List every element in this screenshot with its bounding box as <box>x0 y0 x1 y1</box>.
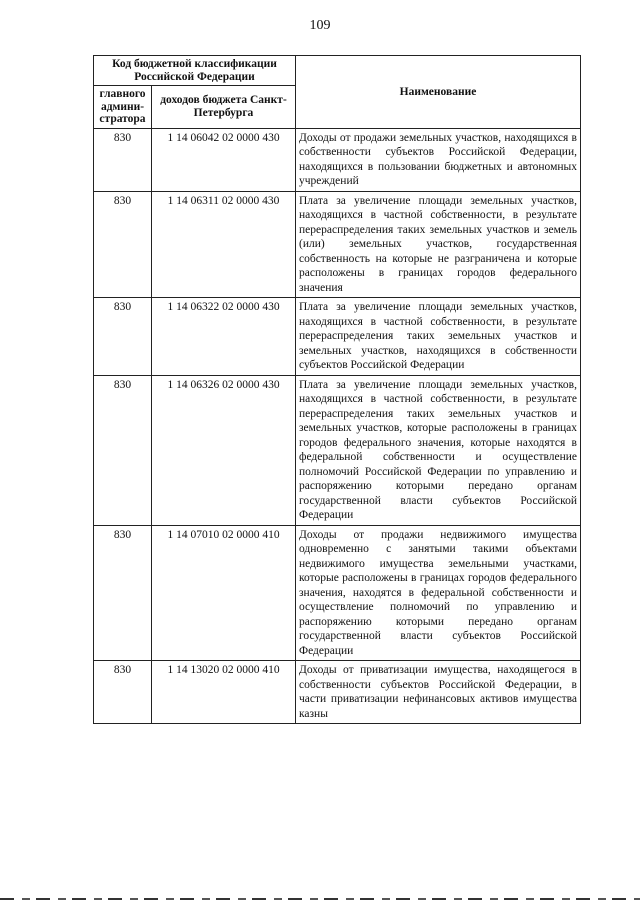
page-number: 109 <box>309 18 331 33</box>
income-name-cell: Плата за увеличение площади земельных участков, находящихся в частной собственности, в результате перераспределения таких земельных участков и земельных участков, находящихся в собственности субъектов Российской Федерации <box>296 298 581 376</box>
income-code-cell: 1 14 07010 02 0000 410 <box>152 525 296 661</box>
income-code-cell: 1 14 06326 02 0000 430 <box>152 375 296 525</box>
income-code-cell: 1 14 06322 02 0000 430 <box>152 298 296 376</box>
admin-code-cell: 830 <box>94 298 152 376</box>
income-code-cell: 1 14 13020 02 0000 410 <box>152 661 296 724</box>
income-code-cell: 1 14 06311 02 0000 430 <box>152 191 296 298</box>
budget-classification-table <box>93 55 581 724</box>
table-row <box>94 525 581 661</box>
header-budget-income: доходов бюджета Санкт-Петербурга <box>152 86 296 129</box>
income-name-cell: Плата за увеличение площади земельных участков, находящихся в частной собственности, в результате перераспределения таких земельных участков и земель (или) земельных участков, государственная собственность на которые не разграничена и которые расположены в границах городов федерального значения <box>296 191 581 298</box>
admin-code-cell: 830 <box>94 191 152 298</box>
table-row <box>94 128 581 191</box>
admin-code-cell: 830 <box>94 375 152 525</box>
table-row <box>94 661 581 724</box>
income-name-cell: Плата за увеличение площади земельных участков, находящихся в частной собственности, в результате перераспределения таких земельных участков и земельных участков, которые расположены в границах городов федерального значения, которые находятся в федеральной собственности и осуществление полномочий Российской Федерации по управлению и распоряжению которыми передано органам государственной власти субъектов Российской Федерации <box>296 375 581 525</box>
scan-edge-line <box>0 898 640 900</box>
income-name-cell: Доходы от продажи земельных участков, находящихся в собственности субъектов Российской Федерации, находящихся в пользовании бюджетных и автономных учреждений <box>296 128 581 191</box>
admin-code-cell: 830 <box>94 128 152 191</box>
header-classification-code: Код бюджетной классификации Российской Федерации <box>94 56 296 86</box>
admin-code-cell: 830 <box>94 525 152 661</box>
table-row <box>94 375 581 525</box>
header-main-administrator: главного админи-стратора <box>94 86 152 129</box>
income-name-cell: Доходы от приватизации имущества, находящегося в собственности субъектов Российской Федерации, в части приватизации нефинансовых активов имущества казны <box>296 661 581 724</box>
admin-code-cell: 830 <box>94 661 152 724</box>
income-name-cell: Доходы от продажи недвижимого имущества одновременно с занятыми такими объектами недвижимого имущества земельными участками, которые расположены в границах городов федерального значения, находятся в федеральной собственности и осуществление полномочий по управлению и распоряжению которыми передано органам государственной власти субъектов Российской Федерации <box>296 525 581 661</box>
header-name: Наименование <box>296 56 581 129</box>
income-code-cell: 1 14 06042 02 0000 430 <box>152 128 296 191</box>
table-header-row <box>94 56 581 86</box>
table-row <box>94 298 581 376</box>
table-row <box>94 191 581 298</box>
